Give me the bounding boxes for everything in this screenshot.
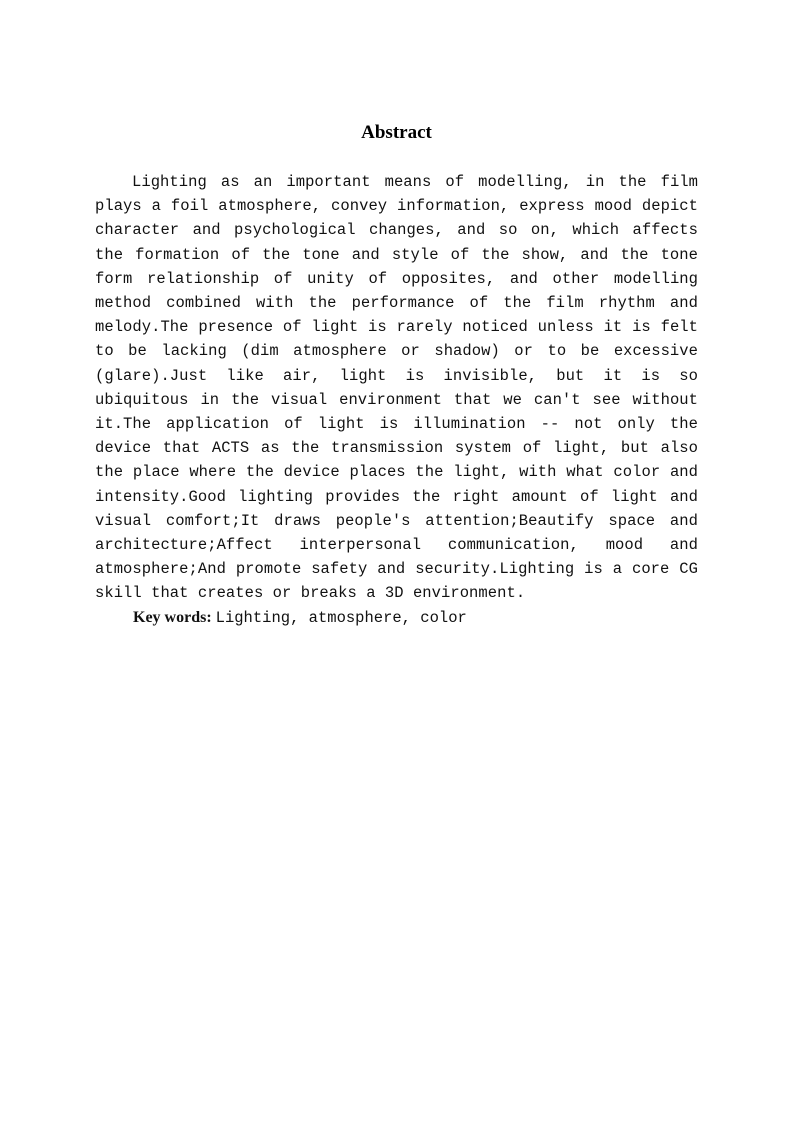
abstract-title: Abstract	[361, 122, 432, 143]
keywords-label: Key words:	[133, 609, 212, 626]
keywords-line	[133, 606, 693, 630]
keywords-value: Lighting, atmosphere, color	[215, 609, 467, 627]
abstract-body: Lighting as an important means of modelling, in the film plays a foil atmosphere, convey information, express mood depict character and psychological changes, and so on, which affects the formation of the tone and style of the show, and the tone form relationship of unity of opposites, and other modelling method combined with the performance of the film rhythm and melody.The presence of light is rarely noticed unless it is felt to be lacking (dim atmosphere or shadow) or to be excessive (glare).Just like air, light is invisible, but it is so ubiquitous in the visual environment that we can't see without it.The application of light is illumination -- not only the device that ACTS as the transmission system of light, but also the place where the device places the light, with what color and intensity.Good lighting provides the right amount of light and visual comfort;It draws people's attention;Beautify space and architecture;Affect interpersonal communication, mood and atmosphere;And promote safety and security.Lighting is a core CG skill that creates or breaks a 3D environment.	[95, 173, 698, 603]
